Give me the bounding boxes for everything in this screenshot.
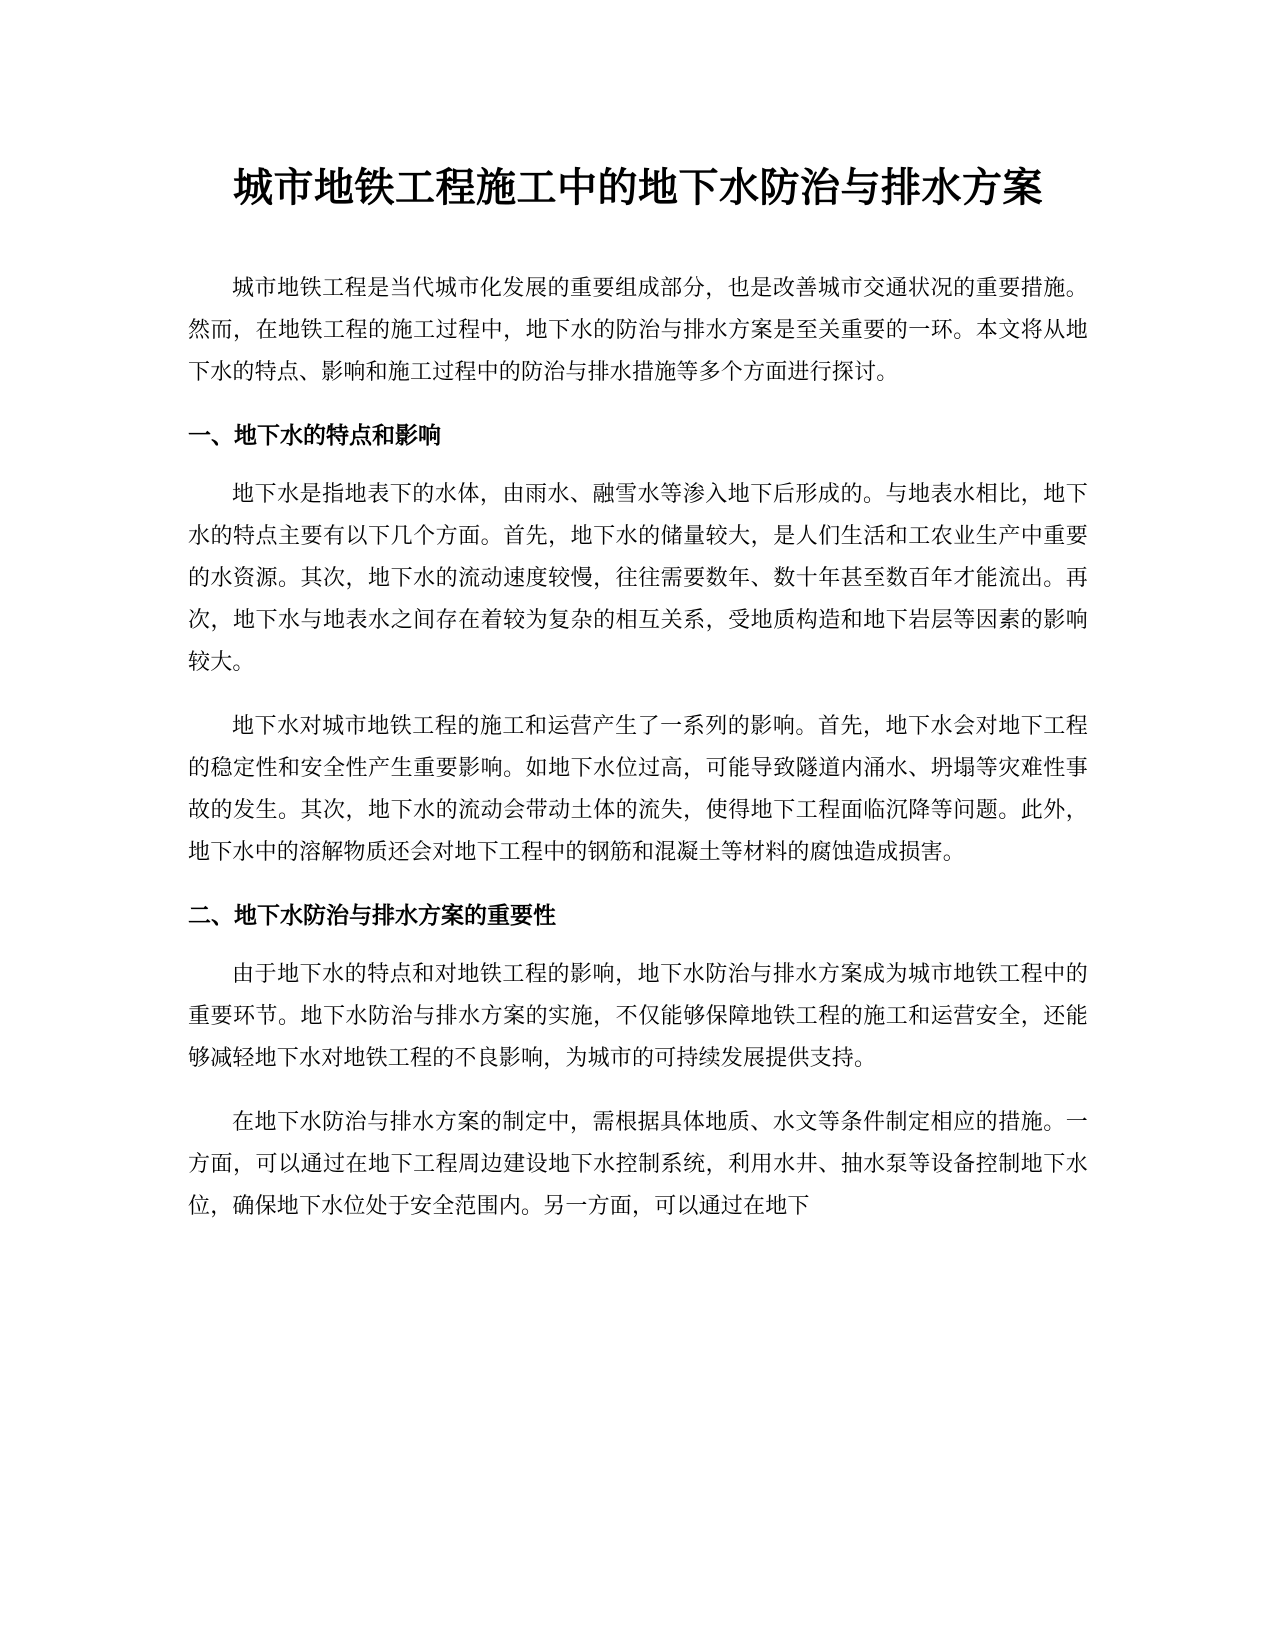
document-title: 城市地铁工程施工中的地下水防治与排水方案 [233,165,1043,211]
section-heading: 二、地下水防治与排水方案的重要性 [188,903,556,929]
section-heading: 一、地下水的特点和影响 [188,423,441,449]
section-paragraph: 地下水对城市地铁工程的施工和运营产生了一系列的影响。首先，地下水会对地下工程的稳定性和安全性产生重要影响。如地下水位过高，可能导致隧道内涌水、坍塌等灾难性事故的发生。其次，地下水的流动会带动土体的流失，使得地下工程面临沉降等问题。此外，地下水中的溶解物质还会对地下工程中的钢筋和混凝土等材料的腐蚀造成损害。 [188,714,1088,865]
section-characteristics [188,416,1088,874]
section-paragraph: 在地下水防治与排水方案的制定中，需根据具体地质、水文等条件制定相应的措施。一方面，可以通过在地下工程周边建设地下水控制系统，利用水井、抽水泵等设备控制地下水位，确保地下水位处于安全范围内。另一方面，可以通过在地下 [188,1110,1088,1219]
intro-paragraph: 城市地铁工程是当代城市化发展的重要组成部分，也是改善城市交通状况的重要措施。然而，在地铁工程的施工过程中，地下水的防治与排水方案是至关重要的一环。本文将从地下水的特点、影响和施工过程中的防治与排水措施等多个方面进行探讨。 [188,276,1088,385]
document-body [188,150,1088,1250]
section-paragraph: 由于地下水的特点和对地铁工程的影响，地下水防治与排水方案成为城市地铁工程中的重要环节。地下水防治与排水方案的实施，不仅能够保障地铁工程的施工和运营安全，还能够减轻地下水对地铁工程的不良影响，为城市的可持续发展提供支持。 [188,962,1088,1071]
section-paragraph: 地下水是指地表下的水体，由雨水、融雪水等渗入地下后形成的。与地表水相比，地下水的特点主要有以下几个方面。首先，地下水的储量较大，是人们生活和工农业生产中重要的水资源。其次，地下水的流动速度较慢，往往需要数年、数十年甚至数百年才能流出。再次，地下水与地表水之间存在着较为复杂的相互关系，受地质构造和地下岩层等因素的影响较大。 [188,482,1088,675]
section-importance [188,896,1088,1228]
